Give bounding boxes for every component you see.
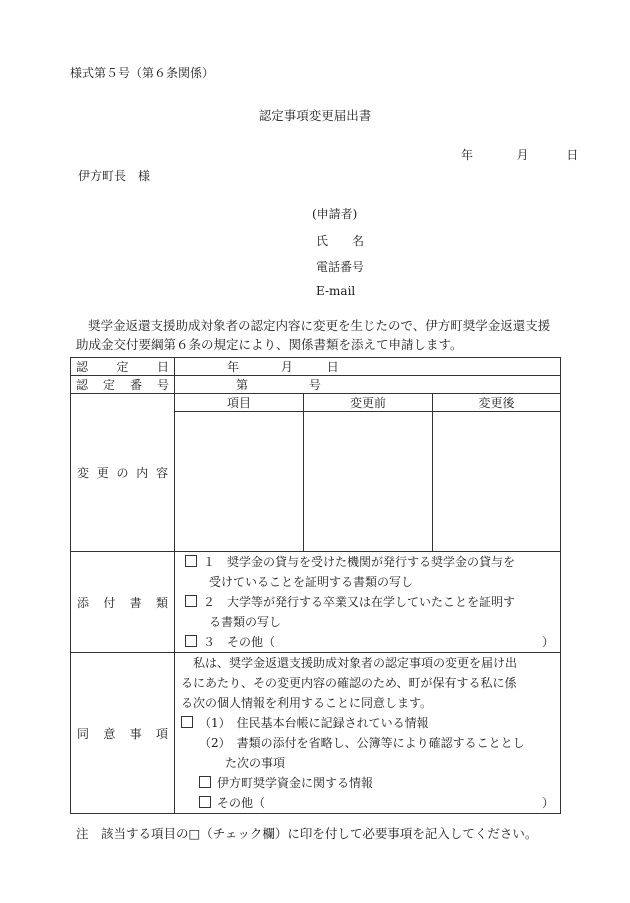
consent-label: 同意事項 (71, 653, 175, 814)
addressee: 伊方町長 様 (78, 169, 151, 183)
application-form-table (70, 357, 561, 814)
consent-intro-2: るにあたり、その変更内容の確認のため、町が保有する私に係 (181, 676, 517, 690)
checkbox[interactable] (185, 555, 197, 567)
attachment-item-3[interactable]: ３ その他（ ） (181, 632, 554, 652)
attachments-list (175, 552, 561, 653)
consent-sub-item-2[interactable]: その他（ ） (181, 793, 554, 813)
change-content-label: 変更の内容 (71, 394, 175, 552)
checkbox[interactable] (185, 595, 197, 607)
cert-date-month: 月 (280, 360, 293, 374)
cert-date-field[interactable] (175, 358, 561, 376)
change-header-after: 変更後 (433, 394, 561, 412)
attachment-item-1-cont: 受けていることを証明する書類の写し (209, 575, 414, 589)
change-item-field[interactable] (175, 412, 304, 552)
cert-date-year: 年 (227, 360, 240, 374)
form-id: 様式第５号（第６条関係） (70, 66, 215, 80)
date-month: 月 (516, 148, 529, 162)
applicant-phone-label: 電話番号 (316, 260, 365, 274)
attachment-item-2-cont: る書類の写し (209, 615, 282, 629)
change-header-item: 項目 (175, 394, 304, 412)
checkbox[interactable] (181, 716, 193, 728)
cert-number-suffix: 号 (308, 378, 321, 392)
consent-content (175, 653, 561, 814)
checkbox[interactable] (199, 776, 211, 788)
attachments-label: 添付書類 (71, 552, 175, 653)
cert-number-field[interactable] (175, 376, 561, 394)
attachment-item-2[interactable]: ２ 大学等が発行する卒業又は在学していたことを証明す (181, 592, 554, 612)
document-title: 認定事項変更届出書 (258, 108, 372, 123)
application-statement: 奨学金返還支援助成対象者の認定内容に変更を生じたので、伊方町奨学金返還支援助成金交付要綱第６条の規定により、関係書類を添えて申請します。 (76, 318, 551, 352)
change-before-field[interactable] (304, 412, 433, 552)
consent-sub-item-1[interactable]: 伊方町奨学資金に関する情報 (181, 773, 554, 793)
applicant-heading: (申請者) (312, 207, 358, 221)
cert-number-label: 認定番号 (71, 376, 175, 394)
cert-date-day: 日 (326, 360, 339, 374)
applicant-email-label: E-mail (316, 284, 356, 298)
cert-number-prefix: 第 (236, 378, 249, 392)
attachment-item-1[interactable]: １ 奨学金の貸与を受けた機関が発行する奨学金の貸与を (181, 552, 554, 572)
checkbox[interactable] (199, 796, 211, 808)
date-year: 年 (461, 148, 474, 162)
change-after-field[interactable] (433, 412, 561, 552)
change-header-before: 変更前 (304, 394, 433, 412)
consent-intro-1: 私は、奨学金返還支援助成対象者の認定事項の変更を届け出 (193, 656, 518, 670)
consent-item-2: （2） 書類の添付を省略し、公簿等により確認することとし (199, 736, 525, 750)
consent-intro-3: る次の個人情報を利用することに同意します。 (181, 696, 433, 710)
checkbox[interactable] (185, 635, 197, 647)
consent-item-1[interactable]: （1） 住民基本台帳に記録されている情報 (181, 713, 554, 733)
cert-date-label: 認定日 (71, 358, 175, 376)
consent-item-2-cont: た次の事項 (225, 756, 286, 770)
submission-date (461, 146, 578, 163)
applicant-name-label: 氏 名 (316, 234, 365, 248)
date-day: 日 (566, 148, 579, 162)
footnote: 注 該当する項目の□（チェック欄）に印を付して必要事項を記入してください。 (76, 826, 538, 841)
